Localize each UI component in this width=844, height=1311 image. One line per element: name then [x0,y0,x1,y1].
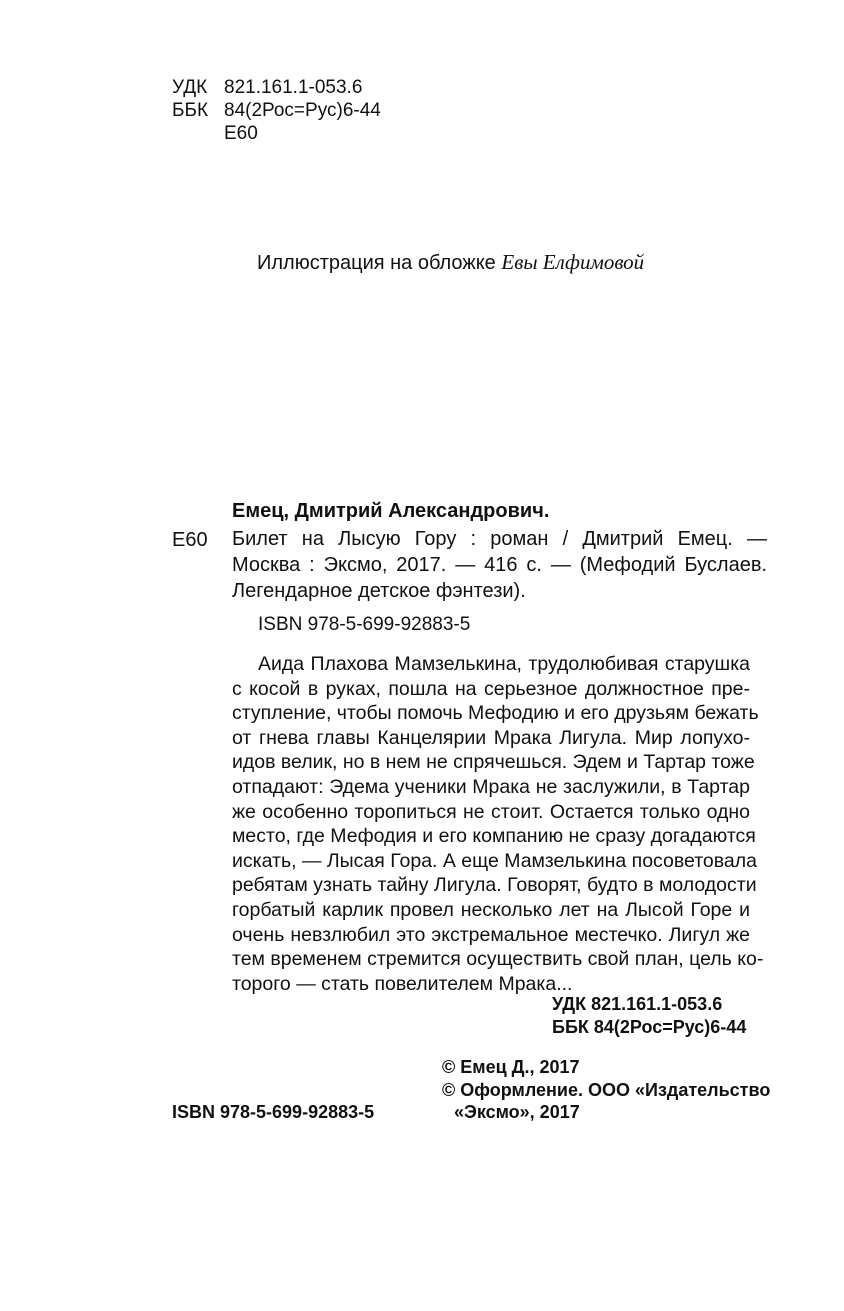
bbk-value: 84(2Рос=Рус)6-44 [224,100,381,121]
udk-value: 821.161.1-053.6 [224,77,363,98]
annotation-line: ступление, чтобы помочь Мефодию и его друзьям бежать [232,702,759,725]
catalog-author: Емец, Дмитрий Александрович. [232,500,550,522]
illustration-credit [257,250,644,275]
annotation-line: тем временем стремится осуществить свой план, цель ко- [232,948,764,971]
annotation-paragraph [232,652,764,996]
catalog-code: Е60 [172,529,208,551]
author-mark: Е60 [224,123,258,144]
annotation-line: искать, — Лысая Гора. А еще Мамзелькина посоветовала [232,849,757,872]
bottom-isbn: ISBN 978-5-699-92883-5 [172,1102,375,1122]
copyright-publisher-text: «Эксмо», 2017 [454,1102,580,1122]
annotation-line: Аида Плахова Мамзелькина, трудолюбивая старушка [258,653,750,675]
credit-prefix: Иллюстрация на обложке [257,252,496,274]
bottom-bbk: ББК 84(2Рос=Рус)6-44 [552,1017,747,1037]
credit-artist: Евы Елфимовой [501,250,645,274]
copyright-author: © Емец Д., 2017 [442,1057,580,1077]
annotation-line: торого — стать повелителем Мрака... [232,972,573,995]
copyright-design: © Оформление. ООО «Издательство [442,1080,771,1100]
catalog-line: Билет на Лысую Гору : роман / Дмитрий Емец. — [232,528,767,550]
annotation-line: место, где Мефодия и его компанию не сразу догадаются [232,825,756,848]
catalog-description [232,526,767,604]
udk-label: УДК [172,77,208,98]
annotation-line: идов велик, но в нем не спрячешься. Эдем и Тартар тоже [232,751,755,774]
bottom-udk: УДК 821.161.1-053.6 [552,994,723,1014]
catalog-line: Москва : Эксмо, 2017. — 416 с. — (Мефодий Буслаев. [232,554,767,576]
annotation-line: очень невзлюбил это экстремальное местечко. Лигул же [232,923,750,946]
catalog-isbn: ISBN 978-5-699-92883-5 [258,614,471,635]
bbk-label: ББК [172,100,209,121]
annotation-line: отпадают: Эдема ученики Мрака не заслужили, в Тартар [232,775,750,798]
annotation-line: горбатый карлик провел несколько лет на Лысой Горе и [232,898,750,921]
annotation-line: же особенно торопиться не стоит. Остается только одно [232,800,750,823]
annotation-line: от гнева главы Канцелярии Мрака Лигула. Мир лопухо- [232,726,750,749]
udk-row [172,76,362,100]
copyright-publisher [442,1100,580,1124]
annotation-line: ребятам узнать тайну Лигула. Говорят, будто в молодости [232,874,757,897]
bbk-row [172,99,381,123]
catalog-line: Легендарное детское фэнтези). [232,580,526,602]
annotation-line: с косой в руках, пошла на серьезное должностное пре- [232,677,750,700]
